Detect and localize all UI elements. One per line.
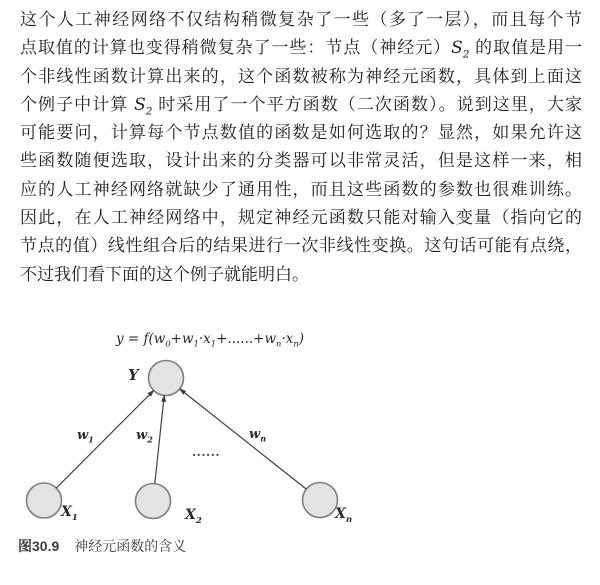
weight-label-n: $w_n$: [249, 427, 267, 444]
text-line: 个非线性函数计算出来的，这个函数被称为神经元函数，具体到上面这: [20, 66, 582, 86]
text-line: 不过我们看下面的这个例子就能明白。: [20, 264, 309, 284]
figure-caption: [18, 536, 186, 556]
edge-arrow-x2-y: [155, 395, 164, 483]
figure-neuron-diagram: [0, 330, 600, 565]
input-node-label-1: $X_1$: [61, 504, 78, 523]
output-node-circle: [149, 361, 184, 396]
input-node-circle-3: [303, 483, 338, 518]
input-node-label-2: $X_2$: [185, 507, 202, 526]
edge-arrow-xn-y: [180, 389, 307, 489]
text-line: 可能要问，计算每个节点数值的函数是如何选取的？显然，如果允许这: [20, 123, 582, 143]
ellipsis-dots: ......: [192, 445, 221, 459]
neuron-formula: $y = f(w_0+w_1\cdot x_1+......+w_n\cdot x_n)$: [116, 331, 305, 349]
text-line: 因此，在人工神经网络中，规定神经元函数只能对输入变量（指向它的: [20, 208, 582, 228]
text-line: 这个人工神经网络不仅结构稍微复杂了一些（多了一层），而且每个节: [20, 10, 582, 29]
body-paragraph: [20, 6, 582, 289]
diagram-canvas: [0, 330, 600, 565]
text-line: 应的人工神经网络就缺少了通用性，而且这些函数的参数也很难训练。: [20, 179, 582, 199]
text-line: 点取值的计算也变得稍微复杂了一些：节点（神经元）$S_2$ 的取值是用一: [20, 38, 582, 61]
weight-label-2: $w_2$: [136, 428, 153, 445]
weight-label-1: $w_1$: [77, 428, 94, 445]
output-node-label: Y: [128, 366, 139, 384]
text-line: 个例子中计算 $S_2$ 时采用了一个平方函数（二次函数）。说到这里，大家: [20, 94, 582, 118]
text-line: 节点的值）线性组合后的结果进行一次非线性变换。这句话可能有点绕，: [20, 236, 582, 256]
caption-number: 图30.9: [18, 538, 60, 554]
text-line: 些函数随便选取，设计出来的分类器可以非常灵活，但是这样一来，相: [20, 151, 582, 171]
input-node-label-n: $X_n$: [335, 506, 353, 525]
input-node-circle-2: [136, 484, 171, 519]
caption-title: 神经元函数的含义: [74, 538, 187, 554]
input-node-circle-1: [27, 483, 62, 518]
